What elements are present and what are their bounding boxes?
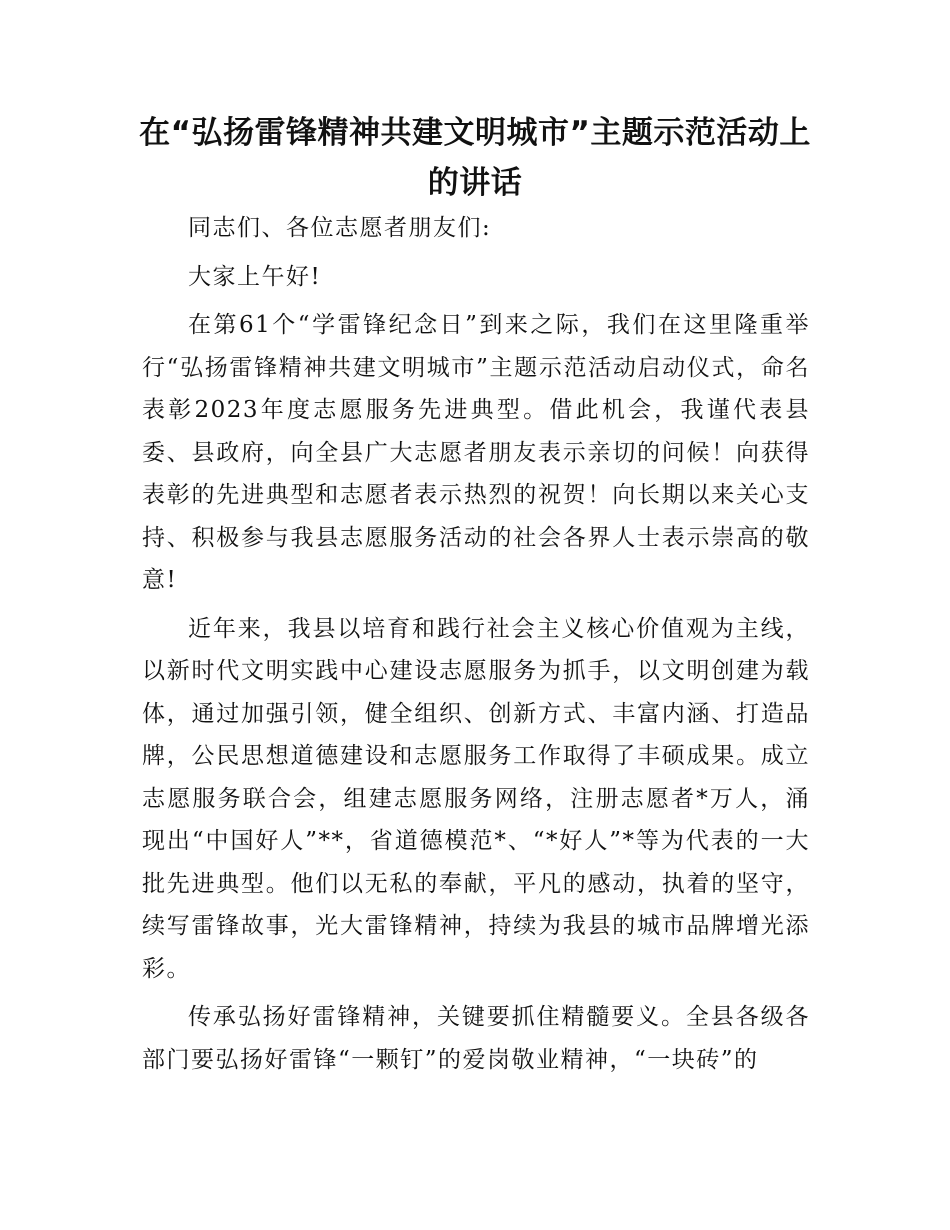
paragraph-opening: 在第61个“学雷锋纪念日”到来之际，我们在这里隆重举行“弘扬雷锋精神共建文明城市”主题示范活动启动仪式，命名表彰2023年度志愿服务先进典型。借此机会，我谨代表县委、县政府，向全县广大志愿者朋友表示亲切的问候！向获得表彰的先进典型和志愿者表示热烈的祝贺！向长期以来关心支持、积极参与我县志愿服务活动的社会各界人士表示崇高的敬意! bbox=[142, 312, 810, 593]
paragraph-achievements: 近年来，我县以培育和践行社会主义核心价值观为主线，以新时代文明实践中心建设志愿服务为抓手，以文明创建为载体，通过加强引领，健全组织、创新方式、丰富内涵、打造品牌，公民思想道德建设和志愿服务工作取得了丰硕成果。成立志愿服务联合会，组建志愿服务网络，注册志愿者*万人，涌现出“中国好人”**，省道德模范*、“*好人”*等为代表的一大批先进典型。他们以无私的奉献，平凡的感动，执着的坚守，续写雷锋故事，光大雷锋精神，持续为我县的城市品牌增光添彩。 bbox=[142, 615, 810, 982]
paragraph-greeting: 大家上午好! bbox=[188, 263, 322, 290]
paragraph-spirit: 传承弘扬好雷锋精神，关键要抓住精髓要义。全县各级各部门要弘扬好雷锋“一颗钉”的爱岗敬业精神，“一块砖”的 bbox=[142, 1004, 810, 1073]
document-title: 在“弘扬雷锋精神共建文明城市”主题示范活动上的讲话 bbox=[139, 115, 811, 201]
paragraph-salutation: 同志们、各位志愿者朋友们: bbox=[188, 215, 492, 241]
document-body bbox=[142, 207, 810, 1087]
